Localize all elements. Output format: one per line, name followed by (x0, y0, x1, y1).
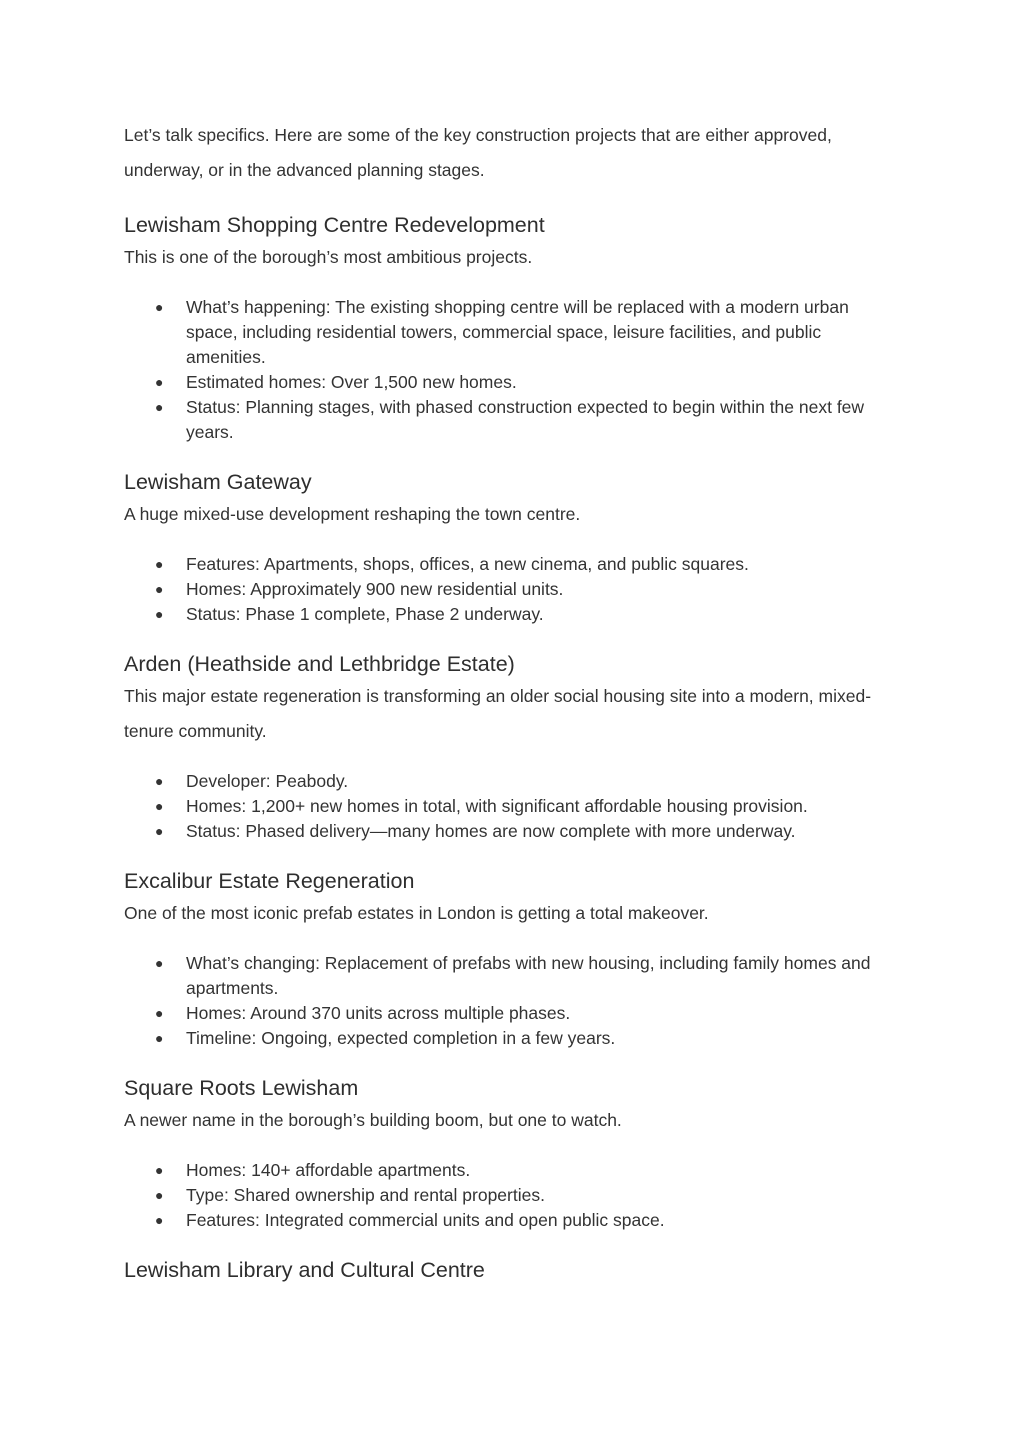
bullet-icon: ● (155, 606, 164, 622)
bullet-icon: ● (155, 556, 164, 572)
document-page (124, 118, 904, 1285)
section-title: Square Roots Lewisham (124, 1076, 359, 1100)
bullet-list (124, 295, 904, 445)
section-arden (124, 649, 904, 844)
bullet-icon: ● (155, 1030, 164, 1046)
list-item: ● Homes: 140+ affordable apartments. (124, 1158, 904, 1183)
list-item: ● What’s happening: The existing shopping centre will be replaced with a modern urban space, including residential towers, commercial space, leisure facilities, and public amenities. (155, 297, 849, 367)
list-item: ● Estimated homes: Over 1,500 new homes. (124, 370, 904, 395)
list-item: ● Features: Apartments, shops, offices, a new cinema, and public squares. (124, 552, 904, 577)
bullet-icon: ● (155, 955, 164, 971)
intro-paragraph: Let’s talk specifics. Here are some of the key construction projects that are either approved, underway, or in the advanced planning stages. (124, 125, 832, 180)
list-item: ● Developer: Peabody. (124, 769, 904, 794)
bullet-icon: ● (155, 823, 164, 839)
section-title: Arden (Heathside and Lethbridge Estate) (124, 652, 515, 676)
bullet-icon: ● (155, 773, 164, 789)
section-description: One of the most iconic prefab estates in London is getting a total makeover. (124, 903, 709, 923)
bullet-list (124, 1158, 904, 1233)
bullet-icon: ● (155, 581, 164, 597)
bullet-list (124, 951, 904, 1051)
section-title: Lewisham Shopping Centre Redevelopment (124, 213, 545, 237)
section-shopping-centre (124, 210, 904, 445)
list-item: ● Status: Phased delivery—many homes are now complete with more underway. (124, 819, 904, 844)
section-title: Excalibur Estate Regeneration (124, 869, 415, 893)
bullet-icon: ● (155, 1187, 164, 1203)
list-item: ● Timeline: Ongoing, expected completion in a few years. (124, 1026, 904, 1051)
list-item: ● Type: Shared ownership and rental properties. (124, 1183, 904, 1208)
bullet-icon: ● (155, 1212, 164, 1228)
bullet-icon: ● (155, 299, 164, 315)
section-description: A huge mixed-use development reshaping the town centre. (124, 504, 581, 524)
section-library (124, 1255, 904, 1285)
bullet-icon: ● (155, 798, 164, 814)
list-item: ● Homes: Around 370 units across multiple phases. (124, 1001, 904, 1026)
list-item: ● Homes: Approximately 900 new residential units. (124, 577, 904, 602)
section-gateway (124, 467, 904, 627)
bullet-icon: ● (155, 1005, 164, 1021)
section-description: This is one of the borough’s most ambitious projects. (124, 247, 533, 267)
section-title: Lewisham Gateway (124, 470, 312, 494)
list-item: ● Homes: 1,200+ new homes in total, with significant affordable housing provision. (124, 794, 904, 819)
bullet-icon: ● (155, 399, 164, 415)
bullet-icon: ● (155, 1162, 164, 1178)
bullet-list (124, 769, 904, 844)
bullet-icon: ● (155, 374, 164, 390)
section-title: Lewisham Library and Cultural Centre (124, 1258, 485, 1282)
list-item: ● Features: Integrated commercial units and open public space. (124, 1208, 904, 1233)
section-description: This major estate regeneration is transforming an older social housing site into a modern, mixed-tenure community. (124, 686, 872, 741)
list-item: ● Status: Planning stages, with phased construction expected to begin within the next few years. (155, 397, 865, 442)
section-description: A newer name in the borough’s building boom, but one to watch. (124, 1110, 622, 1130)
section-square-roots (124, 1073, 904, 1233)
list-item: ● Status: Phase 1 complete, Phase 2 underway. (124, 602, 904, 627)
bullet-list (124, 552, 904, 627)
list-item: ● What’s changing: Replacement of prefabs with new housing, including family homes and apartments. (155, 953, 871, 998)
section-excalibur (124, 866, 904, 1051)
